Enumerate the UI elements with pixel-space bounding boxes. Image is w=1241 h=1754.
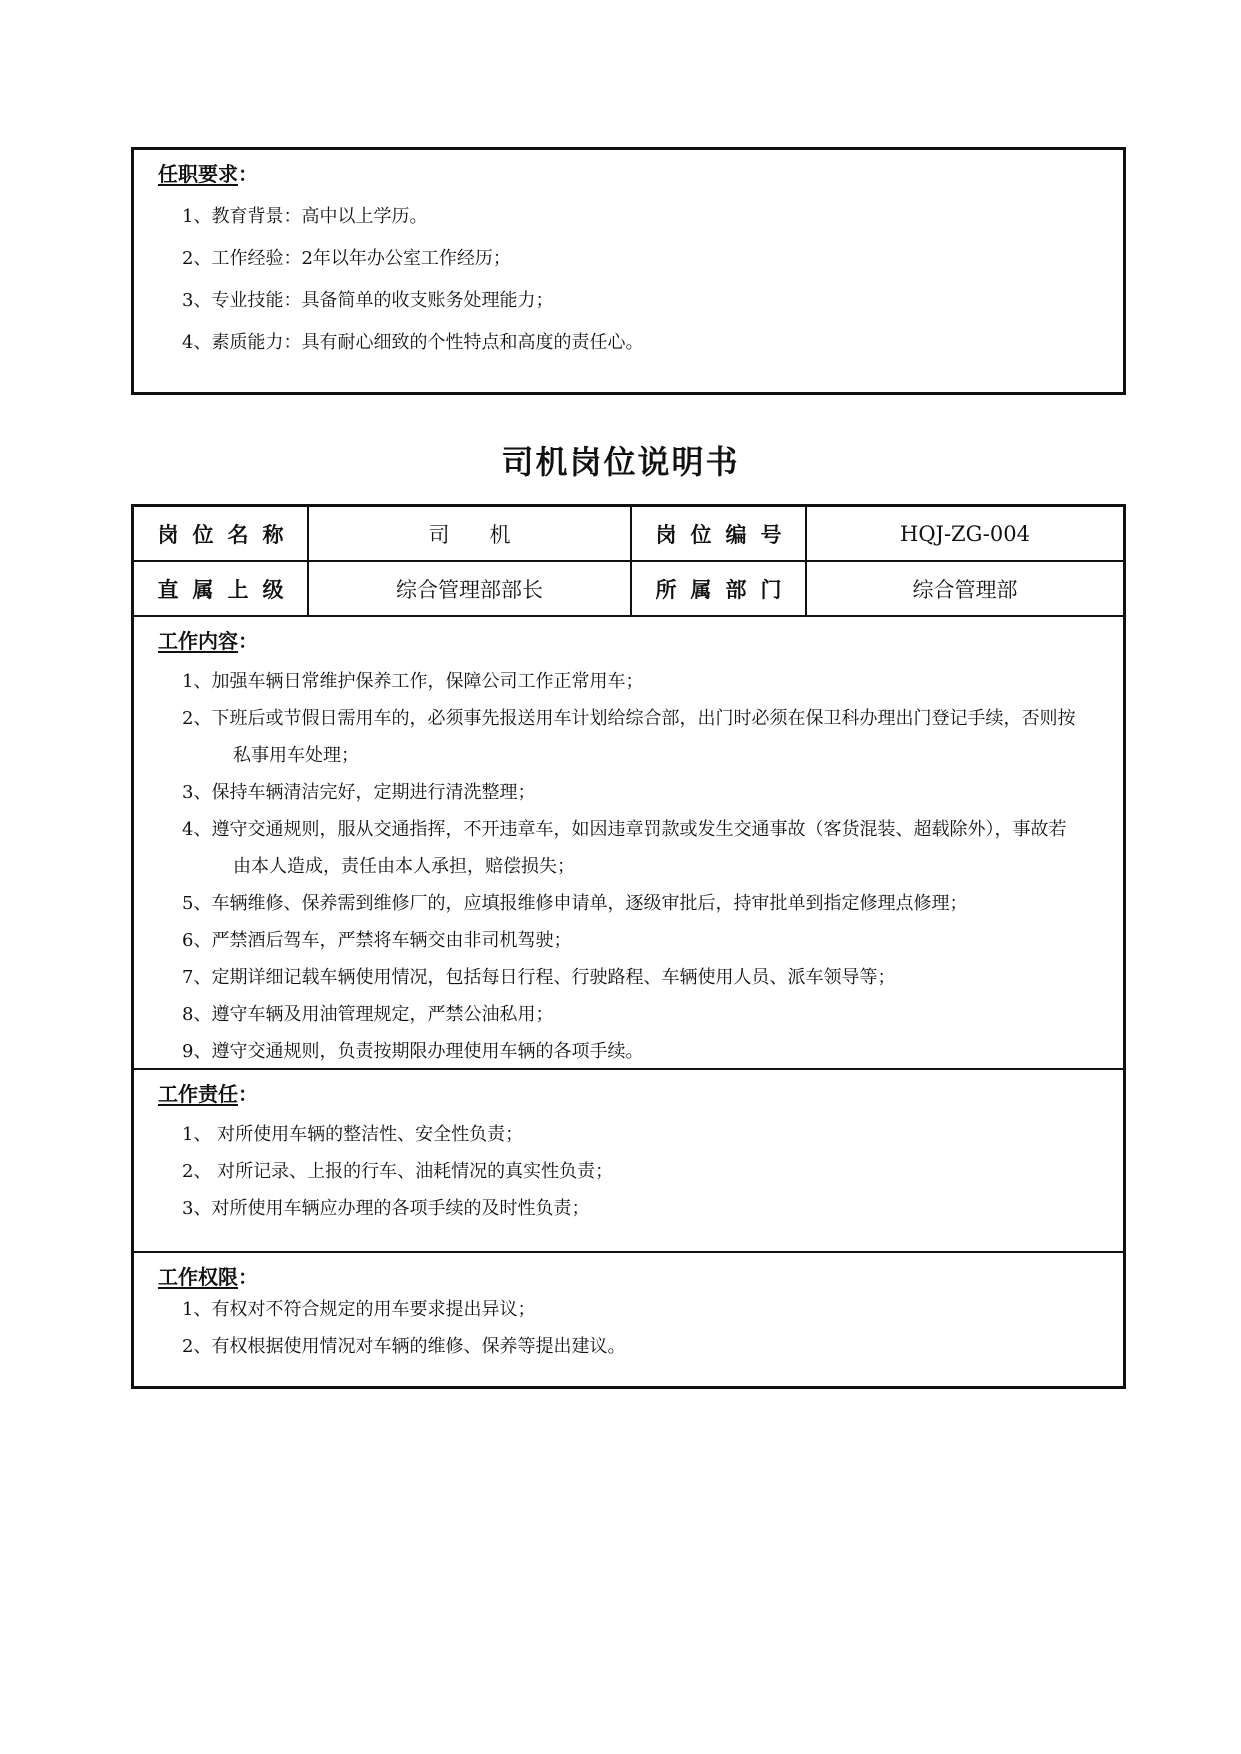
- work-content-item: 5、车辆维修、保养需到维修厂的，应填报维修申请单，逐级审批后，持审批单到指定修理点修理；: [182, 893, 968, 914]
- position-code-value: HQJ-ZG-004: [900, 521, 1030, 546]
- supervisor-value: 综合管理部部长: [309, 562, 632, 615]
- requirement-item: 1、教育背景：高中以上学历。: [182, 206, 428, 227]
- work-content-item: 7、定期详细记载车辆使用情况，包括每日行程、行驶路程、车辆使用人员、派车领导等；: [182, 967, 896, 988]
- authority-section: [134, 1251, 1123, 1388]
- authority-item: 1、有权对不符合规定的用车要求提出异议；: [182, 1299, 536, 1320]
- job-description-table: [131, 504, 1126, 1389]
- position-name-value: 司机: [309, 507, 632, 560]
- department-value: 综合管理部: [912, 577, 1018, 602]
- document-title: 司机岗位说明书: [501, 443, 740, 481]
- work-content-item: 4、遵守交通规则，服从交通指挥，不开违章车，如因违章罚款或发生交通事故（客货混装、超载除外），事故若: [182, 819, 1067, 840]
- requirement-item: 2、工作经验：2年以年办公室工作经历；: [182, 248, 511, 269]
- department-label: 所属部门: [632, 562, 807, 615]
- requirement-item: 3、专业技能：具备简单的收支账务处理能力；: [182, 290, 554, 311]
- requirement-item: 4、素质能力：具有耐心细致的个性特点和高度的责任心。: [182, 332, 644, 353]
- work-content-item: 8、遵守车辆及用油管理规定，严禁公油私用；: [182, 1004, 554, 1025]
- work-content-item: 9、遵守交通规则，负责按期限办理使用车辆的各项手续。: [182, 1041, 644, 1062]
- work-content-section: [134, 617, 1123, 1062]
- work-content-item: 2、下班后或节假日需用车的，必须事先报送用车计划给综合部，出门时必须在保卫科办理出门登记手续，否则按: [182, 708, 1076, 729]
- work-content-item-continued: 由本人造成，责任由本人承担，赔偿损失；: [233, 856, 575, 877]
- authority-item: 2、有权根据使用情况对车辆的维修、保养等提出建议。: [182, 1336, 626, 1357]
- authority-heading: 工作权限：: [158, 1265, 258, 1289]
- header-row: [134, 562, 1123, 617]
- requirements-box: [131, 147, 1126, 395]
- work-content-item-continued: 私事用车处理；: [233, 745, 359, 766]
- supervisor-label: 直属上级: [134, 562, 309, 615]
- responsibility-item: 1、 对所使用车辆的整洁性、安全性负责；: [182, 1124, 524, 1145]
- work-content-item: 1、加强车辆日常维护保养工作，保障公司工作正常用车；: [182, 671, 644, 692]
- responsibilities-heading: 工作责任：: [158, 1082, 258, 1106]
- responsibility-item: 2、 对所记录、上报的行车、油耗情况的真实性负责；: [182, 1161, 614, 1182]
- position-code-label: 岗位编号: [632, 507, 807, 560]
- requirements-heading: 任职要求：: [158, 162, 258, 186]
- header-row: [134, 507, 1123, 562]
- work-content-item: 3、保持车辆清洁完好，定期进行清洗整理；: [182, 782, 536, 803]
- responsibility-item: 3、对所使用车辆应办理的各项手续的及时性负责；: [182, 1198, 590, 1219]
- work-content-item: 6、严禁酒后驾车，严禁将车辆交由非司机驾驶；: [182, 930, 572, 951]
- responsibilities-section: [134, 1068, 1123, 1251]
- position-name-label: 岗位名称: [134, 507, 309, 560]
- work-content-heading: 工作内容：: [158, 629, 258, 653]
